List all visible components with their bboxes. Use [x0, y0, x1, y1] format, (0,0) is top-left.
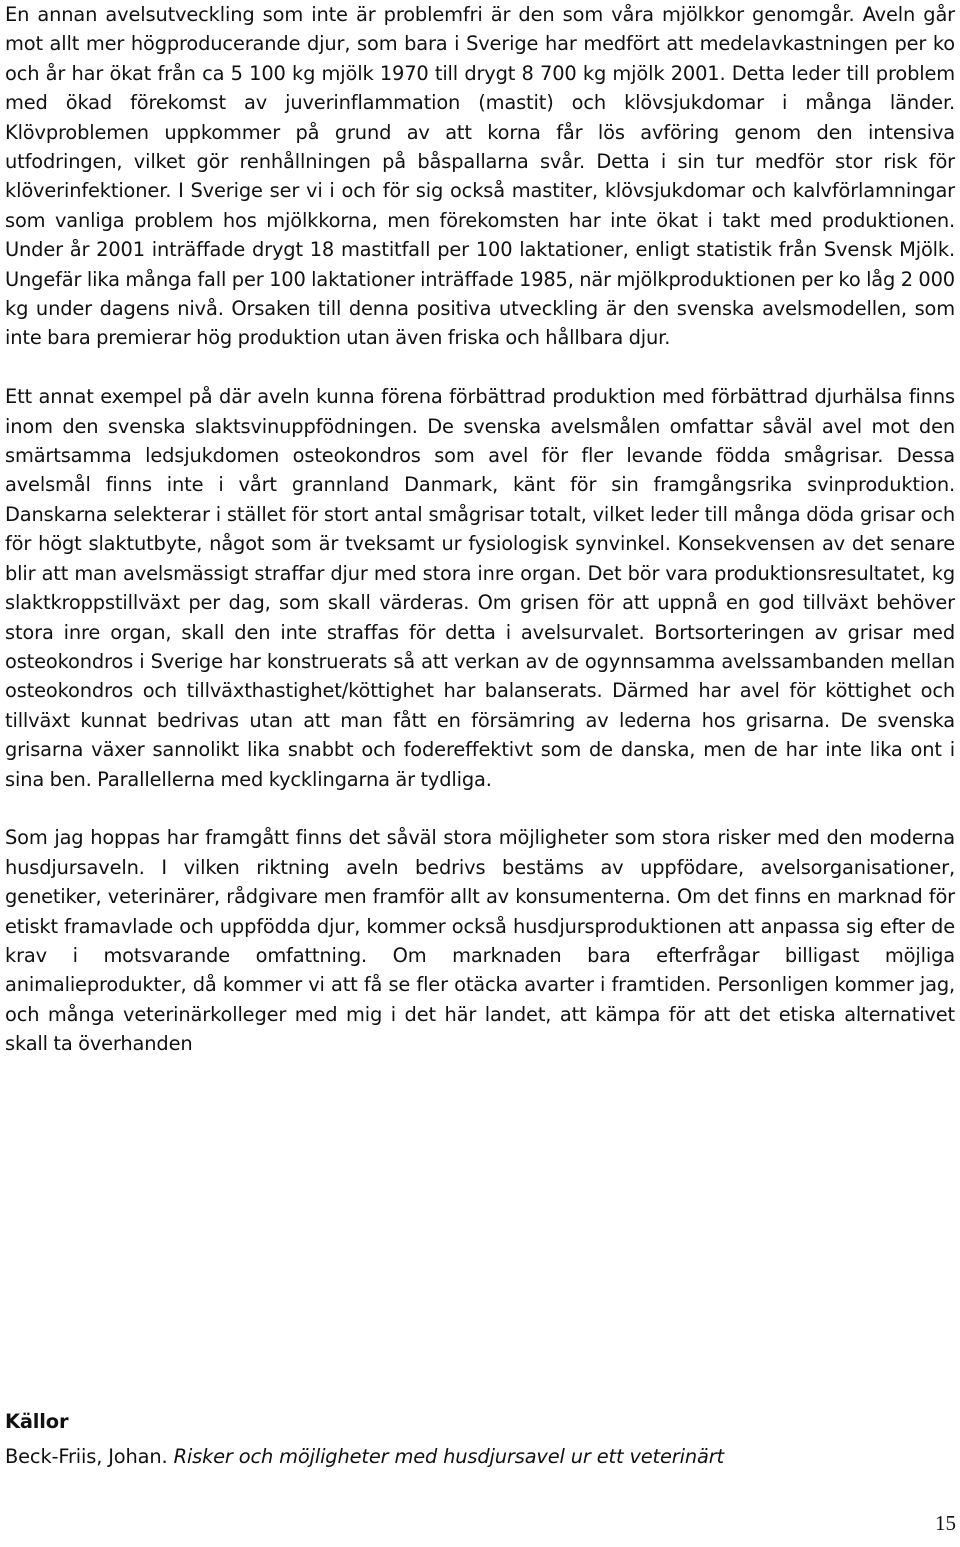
paragraph-conclusion: Som jag hoppas har framgått finns det såväl stora möjligheter som stora risker med den moderna husdjursaveln. I vilken riktning aveln bedrivs bestäms av uppfödare, avelsorganisationer, genetiker, veterinärer, rådgivare men framför allt av konsumenterna. Om det finns en marknad för etiskt framavlade och uppfödda djur, kommer också husdjursproduktionen att anpassa sig efter de krav i motsvarande omfattning. Om marknaden bara efterfrågar billigast möjliga animalieprodukter, då kommer vi att få se fler otäcka avarter i framtiden. Personligen kommer jag, och många veterinärkolleger med mig i det här landet, att kämpa för att det etiska alternativet skall ta överhanden — [5, 826, 955, 1056]
sources-heading: Källor — [5, 1410, 69, 1433]
source-author: Beck-Friis, Johan. — [5, 1445, 168, 1469]
paragraph-pig-breeding: Ett annat exempel på där aveln kunna förena förbättrad produktion med förbättrad djurhälsa finns inom den svenska slaktsvinuppfödningen. De svenska avelsmålen omfattar såväl avel mot den smärtsamma ledsjukdomen osteokondros som avel för fler levande födda smågrisar. Dessa avelsmål finns inte i vårt grannland Danmark, känt för sin framgångsrika svinproduktion. Danskarna selekterar i stället för stort antal smågrisar totalt, vilket leder till många döda grisar och för högt slaktutbyte, något som är tveksamt ur fysiologisk synvinkel. Konsekvensen av det senare blir att man avelsmässigt straffar djur med stora inre organ. Det bör vara produktionsresultatet, kg slaktkroppstillväxt per dag, som skall värderas. Om grisen för att uppnå en god tillväxt behöver stora inre organ, skall den inte straffas för detta i avelsurvalet. Bortsorteringen av grisar med osteokondros i Sverige har konstruerats så att verkan av de ogynnsamma avelssambanden mellan osteokondros och tillväxthastighet/köttighet har balanserats. Därmed har avel för köttighet och tillväxt kunnat bedrivas utan att man fått en försämring av lederna hos grisarna. De svenska grisarna växer sannolikt lika snabbt och fodereffektivt som de danska, men de har inte lika ont i sina ben. Parallellerna med kycklingarna är tydliga. — [5, 385, 955, 791]
page-number: 15 — [935, 1511, 956, 1535]
source-title: Risker och möjligheter med husdjursavel ur ett veterinärt — [173, 1445, 724, 1469]
paragraph-dairy-breeding: En annan avelsutveckling som inte är problemfri är den som våra mjölkkor genomgår. Aveln går mot allt mer högproducerande djur, som bara i Sverige har medfört att medelavkastningen per ko och år har ökat från ca 5 100 kg mjölk 1970 till drygt 8 700 kg mjölk 2001. Detta leder till problem med ökad förekomst av juverinflammation (mastit) och klövsjukdomar i många länder. Klövproblemen uppkommer på grund av att korna får lös avföring genom den intensiva utfodringen, vilket gör renhållningen på båspallarna svår. Detta i sin tur medför stor risk för klöverinfektioner. I Sverige ser vi i och för sig också mastiter, klövsjukdomar och kalvförlamningar som vanliga problem hos mjölkkorna, men förekomsten har inte ökat i takt med produktionen. Under år 2001 inträffade drygt 18 mastitfall per 100 laktationer, enligt statistik från Svensk Mjölk. Ungefär lika många fall per 100 laktationer inträffade 1985, när mjölkproduktionen per ko låg 2 000 kg under dagens nivå. Orsaken till denna positiva utveckling är den svenska avelsmodellen, som inte bara premierar hög produktion utan även friska och hållbara djur. — [5, 3, 955, 350]
source-entry — [5, 1442, 955, 1471]
document-body — [5, 0, 955, 1059]
sources-section — [5, 1407, 955, 1472]
